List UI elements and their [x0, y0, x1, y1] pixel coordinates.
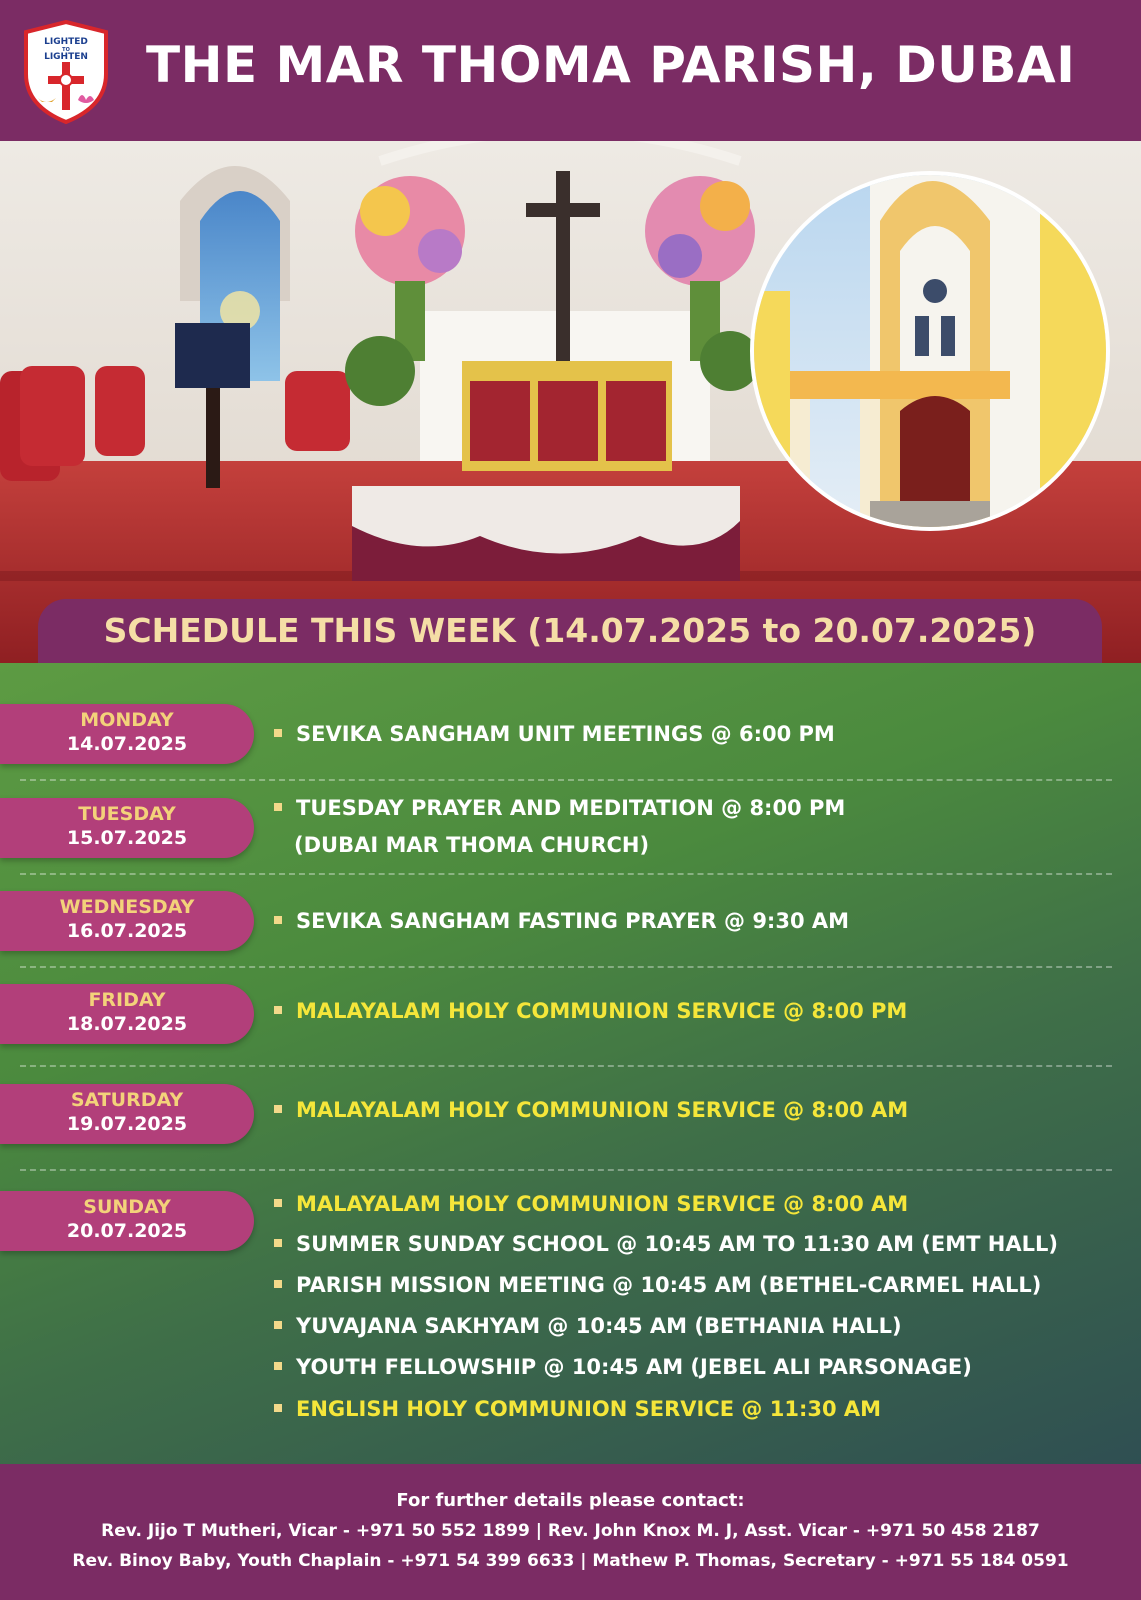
header-bar — [0, 0, 1141, 141]
bullet-icon — [274, 1105, 282, 1113]
schedule-item: SUMMER SUNDAY SCHOOL @ 10:45 AM TO 11:30 AM (EMT HALL) — [274, 1229, 1058, 1259]
bullet-icon — [274, 729, 282, 737]
schedule-item: PARISH MISSION MEETING @ 10:45 AM (BETHEL-CARMEL HALL) — [274, 1270, 1041, 1300]
day-date: 14.07.2025 — [66, 733, 188, 755]
day-name: FRIDAY — [88, 989, 166, 1011]
day-date: 20.07.2025 — [66, 1220, 188, 1242]
bullet-icon — [274, 1006, 282, 1014]
day-name: TUESDAY — [78, 803, 176, 825]
logo-text-mid: TO — [62, 47, 70, 53]
schedule-item: YOUTH FELLOWSHIP @ 10:45 AM (JEBEL ALI PARSONAGE) — [274, 1352, 972, 1382]
page-title: THE MAR THOMA PARISH, DUBAI — [146, 36, 1076, 94]
bullet-icon — [274, 1280, 282, 1288]
day-date: 16.07.2025 — [66, 920, 188, 942]
schedule-item: YUVAJANA SAKHYAM @ 10:45 AM (BETHANIA HALL) — [274, 1311, 902, 1341]
schedule-item-continuation: (DUBAI MAR THOMA CHURCH) — [294, 833, 650, 857]
day-name: WEDNESDAY — [59, 896, 195, 918]
schedule-title: SCHEDULE THIS WEEK (14.07.2025 to 20.07.2025) — [103, 611, 1037, 650]
divider — [20, 873, 1112, 875]
church-crest-logo-icon — [22, 20, 110, 124]
day-pill-monday — [0, 704, 254, 764]
contact-heading: For further details please contact: — [396, 1490, 745, 1511]
day-pill-tuesday — [0, 798, 254, 858]
divider — [20, 1065, 1112, 1067]
contact-line-1: Rev. Jijo T Mutheri, Vicar - +971 50 552 1899 | Rev. John Knox M. J, Asst. Vicar - +971 50 458 2187 — [101, 1521, 1040, 1541]
bullet-icon — [274, 1199, 282, 1207]
church-interior-image — [0, 141, 1141, 663]
bullet-icon — [274, 803, 282, 811]
church-photo — [0, 141, 1141, 663]
schedule-banner — [38, 599, 1102, 663]
bullet-icon — [274, 916, 282, 924]
contact-line-2: Rev. Binoy Baby, Youth Chaplain - +971 54 399 6633 | Mathew P. Thomas, Secretary - +971 55 184 0591 — [72, 1551, 1069, 1571]
day-date: 19.07.2025 — [66, 1113, 188, 1135]
bullet-icon — [274, 1404, 282, 1412]
day-pill-sunday — [0, 1191, 254, 1251]
schedule-item-highlight: MALAYALAM HOLY COMMUNION SERVICE @ 8:00 AM — [274, 1095, 908, 1125]
divider — [20, 1169, 1112, 1171]
schedule-item-highlight: MALAYALAM HOLY COMMUNION SERVICE @ 8:00 AM — [274, 1189, 908, 1219]
day-pill-wednesday — [0, 891, 254, 951]
bullet-icon — [274, 1362, 282, 1370]
schedule-item-highlight: MALAYALAM HOLY COMMUNION SERVICE @ 8:00 PM — [274, 996, 907, 1026]
schedule-item: TUESDAY PRAYER AND MEDITATION @ 8:00 PM — [274, 793, 845, 823]
logo-text-top: LIGHTED — [44, 37, 88, 47]
bullet-icon — [274, 1239, 282, 1247]
day-name: SATURDAY — [70, 1089, 184, 1111]
divider — [20, 966, 1112, 968]
day-pill-friday — [0, 984, 254, 1044]
divider — [20, 779, 1112, 781]
day-name: SUNDAY — [83, 1196, 171, 1218]
day-date: 15.07.2025 — [66, 827, 188, 849]
day-pill-saturday — [0, 1084, 254, 1144]
schedule-item: SEVIKA SANGHAM FASTING PRAYER @ 9:30 AM — [274, 906, 849, 936]
day-name: MONDAY — [80, 709, 174, 731]
day-date: 18.07.2025 — [66, 1013, 188, 1035]
schedule-section — [0, 663, 1141, 1464]
logo-text-bottom: LIGHTEN — [44, 52, 88, 62]
footer-contact — [0, 1464, 1141, 1600]
schedule-item-highlight: ENGLISH HOLY COMMUNION SERVICE @ 11:30 AM — [274, 1394, 881, 1424]
bullet-icon — [274, 1321, 282, 1329]
schedule-item: SEVIKA SANGHAM UNIT MEETINGS @ 6:00 PM — [274, 719, 835, 749]
